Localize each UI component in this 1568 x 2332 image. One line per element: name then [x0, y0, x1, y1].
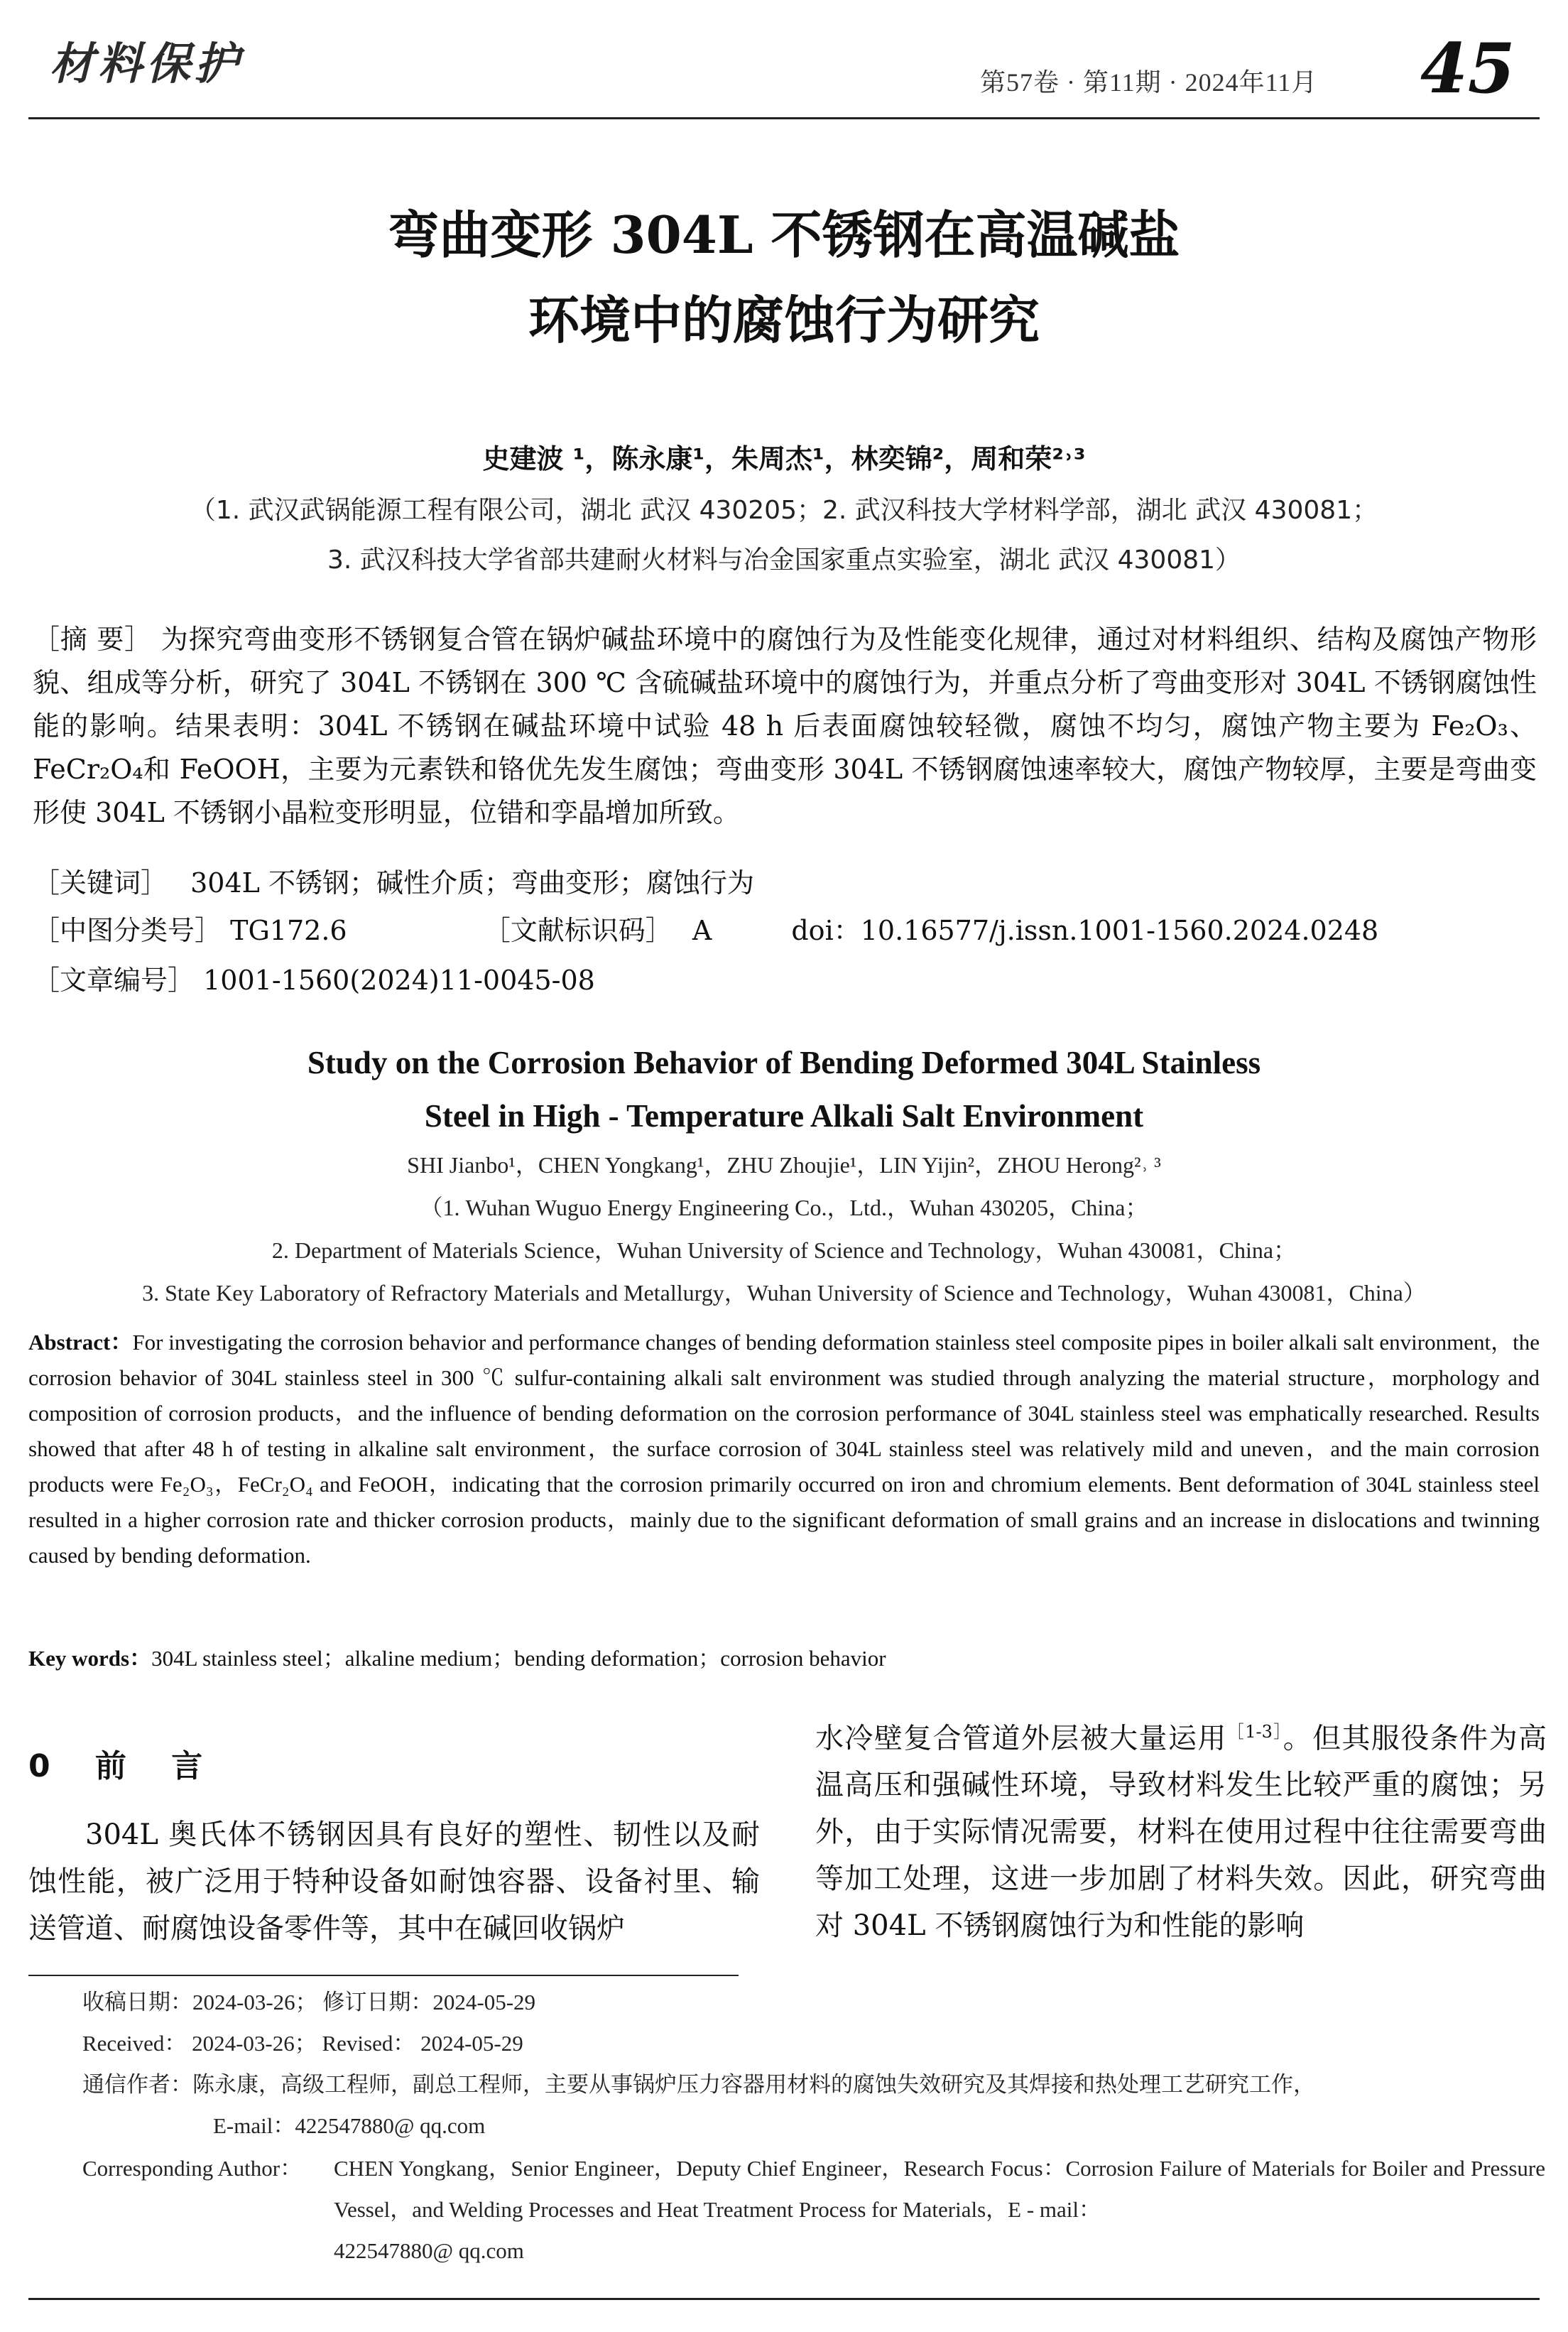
section-heading: 0 前 言 — [28, 1748, 220, 1784]
affiliation-cn-2: 3. 武汉科技大学省部共建耐火材料与冶金国家重点实验室，湖北 武汉 430081） — [327, 546, 1241, 575]
doc-code-label: ［文献标识码］ — [483, 915, 673, 946]
journal-logo: 材料保护 — [50, 38, 244, 90]
authors-cn: 史建波 ¹，陈永康¹，朱周杰¹，林奕锦²，周和荣²˒³ — [482, 443, 1086, 474]
title-line-1: 弯曲变形 304L 不锈钢在高温碱盐 — [388, 205, 1180, 265]
doi: doi：10.16577/j.issn.1001-1560.2024.0248 — [791, 915, 1379, 946]
article-number — [33, 959, 1537, 1002]
intro-left-column: 304L 奥氏体不锈钢因具有良好的塑性、韧性以及耐蚀性能，被广泛用于特种设备如耐蚀容器、设备衬里、输送管道、耐腐蚀设备零件等，其中在碱回收锅炉 — [28, 1818, 760, 1945]
en-keywords-text: 304L stainless steel；alkaline medium；bending deformation；corrosion behavior — [151, 1646, 886, 1671]
article-number-value: 1001-1560(2024)11-0045-08 — [203, 965, 595, 996]
abstract-cn-label: ［摘 要］ — [33, 624, 152, 655]
footnote-rule — [28, 1975, 739, 1976]
abstract-cn — [33, 618, 1537, 859]
clc-value: TG172.6 — [230, 915, 347, 946]
corresponding-en-email: 422547880@ qq.com — [334, 2238, 524, 2263]
clc-label: ［中图分类号］ — [33, 915, 222, 946]
issue-info: 第57卷 · 第11期 · 2024年11月 — [980, 68, 1318, 97]
bottom-rule — [28, 2298, 1540, 2300]
doc-code-value: A — [692, 915, 712, 946]
corresponding-en-label: Corresponding Author： — [82, 2156, 303, 2181]
classification-row — [33, 909, 1537, 953]
keywords-cn — [33, 862, 1537, 905]
en-title-line-1: Study on the Corrosion Behavior of Bending Deformed 304L Stainless — [307, 1045, 1261, 1080]
en-keywords — [28, 1641, 1540, 1676]
en-abstract-label: Abstract： — [28, 1330, 133, 1355]
abstract-cn-text: 为探究弯曲变形不锈钢复合管在锅炉碱盐环境中的腐蚀行为及性能变化规律，通过对材料组织、结构及腐蚀产物形貌、组成等分析，研究了 304L 不锈钢在 300 ℃ 含硫碱盐环境中的腐蚀行为，并重点分析了弯曲变形对 304L 不锈钢腐蚀性能的影响。结果表明：304L 不锈钢在碱盐环境中试验 48 h 后表面腐蚀较轻微，腐蚀不均匀，腐蚀产物主要为 Fe₂O₃、FeCr₂O₄和 FeOOH，主要为元素铁和铬优先发生腐蚀；弯曲变形 304L 不锈钢腐蚀速率较大，腐蚀产物较厚，主要是弯曲变形使 304L 不锈钢小晶粒变形明显，位错和孪晶增加所致。 — [33, 624, 1537, 828]
intro-right-column — [815, 1708, 1547, 1992]
corresponding-cn-label: 通信作者： — [82, 2072, 192, 2097]
en-affiliation-3: 3. State Key Laboratory of Refractory Materials and Metallurgy，Wuhan University of Science and Technology，Wuhan 430081，China） — [142, 1280, 1426, 1306]
affiliation-cn-1: （1. 武汉武锅能源工程有限公司，湖北 武汉 430205；2. 武汉科技大学材料学部，湖北 武汉 430081； — [190, 496, 1378, 525]
received-cn: 收稿日期：2024-03-26； 修订日期：2024-05-29 — [82, 1990, 536, 2014]
en-title-line-2: Steel in High - Temperature Alkali Salt Environment — [424, 1098, 1144, 1134]
en-abstract — [28, 1325, 1540, 1644]
corresponding-en-text: CHEN Yongkang，Senior Engineer，Deputy Chief Engineer，Research Focus：Corrosion Failure of Materials for Boiler and Pressure Vessel，and Welding Processes and Heat Treatment Process for Materials，E - mail： — [334, 2156, 1545, 2222]
header-rule — [28, 117, 1540, 119]
keywords-cn-label: ［关键词］ — [33, 867, 168, 899]
article-number-label: ［文章编号］ — [33, 965, 195, 996]
corresponding-cn — [82, 2064, 1545, 2105]
corresponding-cn-email: E-mail：422547880@ qq.com — [213, 2113, 486, 2138]
en-affiliation-2: 2. Department of Materials Science，Wuhan University of Science and Technology，Wuhan 430081，China； — [271, 1237, 1297, 1263]
received-en: Received： 2024-03-26； Revised： 2024-05-29 — [82, 2031, 523, 2056]
en-abstract-text: For investigating the corrosion behavior and performance changes of bending deformation stainless steel composite pipes in boiler alkali salt environment，the corrosion behavior of 304L stainless steel in 300 ℃ sulfur-containing alkali salt environment was studied through analyzing the material structure，morphology and composition of corrosion products，and the influence of bending deformation on the corrosion performance of 304L stainless steel was emphatically researched. Results showed that after 48 h of testing in alkaline salt environment，the surface corrosion of 304L stainless steel was relatively mild and uneven，and the main corrosion products were Fe₂O₃，FeCr₂O₄ and FeOOH，indicating that the corrosion primarily occurred on iron and chromium elements. Bent deformation of 304L stainless steel resulted in a higher corrosion rate and thicker corrosion products，mainly due to the significant deformation of small grains and an increase in dislocations and twinning caused by bending deformation. — [28, 1330, 1540, 1568]
keywords-cn-text: 304L 不锈钢；碱性介质；弯曲变形；腐蚀行为 — [190, 867, 754, 899]
en-affiliation-1: （1. Wuhan Wuguo Energy Engineering Co.，Ltd.，Wuhan 430205，China； — [420, 1195, 1148, 1220]
en-authors: SHI Jianbo¹，CHEN Yongkang¹，ZHU Zhoujie¹，LIN Yijin²，ZHOU Herong²˒ ³ — [407, 1152, 1161, 1178]
corresponding-cn-text: 陈永康，高级工程师，副总工程师，主要从事锅炉压力容器用材料的腐蚀失效研究及其焊接和热处理工艺研究工作， — [192, 2072, 1315, 2097]
page-number: 45 — [1420, 28, 1515, 109]
en-keywords-label: Key words： — [28, 1646, 152, 1671]
citation: ［1-3］ — [1226, 1722, 1283, 1742]
intro-right-text-a: 水冷壁复合管道外层被大量运用 — [815, 1722, 1227, 1755]
title-line-2: 环境中的腐蚀行为研究 — [528, 290, 1040, 350]
intro-right-text-b: 。但其服役条件为高温高压和强碱性环境，导致材料发生比较严重的腐蚀；另外，由于实际情况需要，材料在使用过程中往往需要弯曲等加工处理，这进一步加剧了材料失效。因此，研究弯曲对 304L 不锈钢腐蚀行为和性能的影响 — [815, 1722, 1547, 1943]
